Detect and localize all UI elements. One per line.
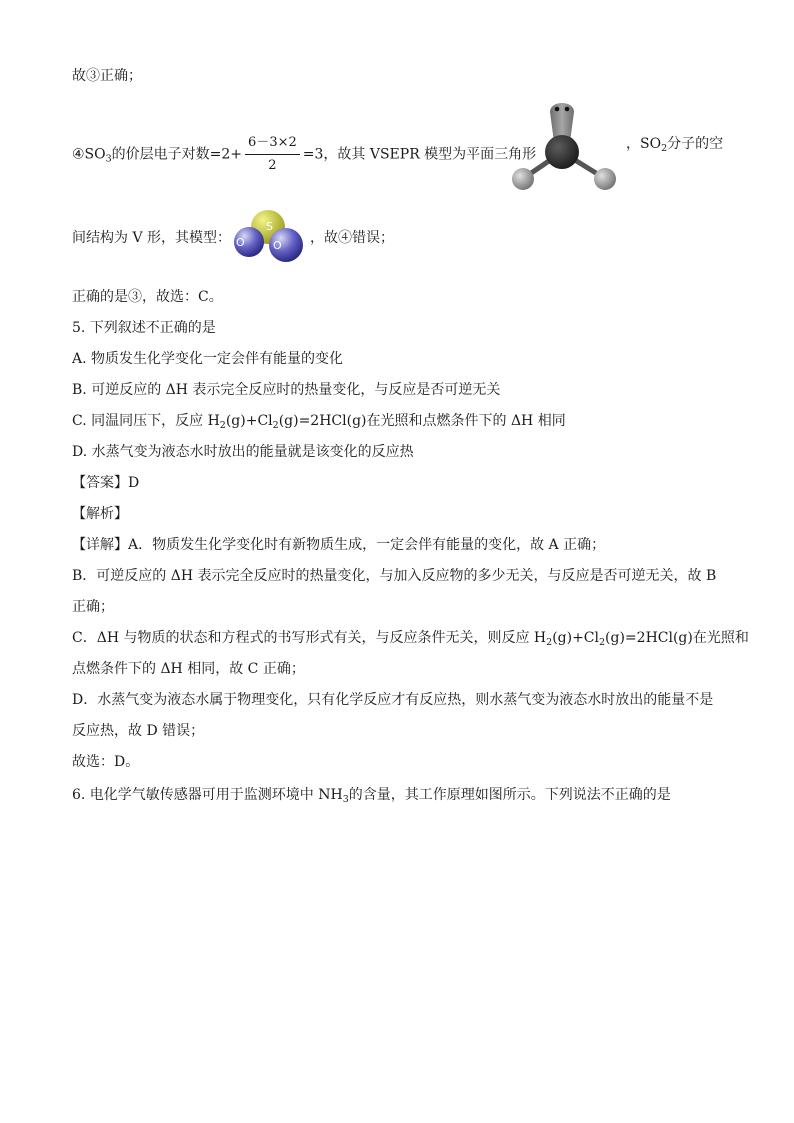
detail-b-line1: B．可逆反应的 ΔH 表示完全反应时的热量变化，与加入反应物的多少无关，与反应是否可逆无关，故 B <box>72 568 717 584</box>
detail-d-line1: D．水蒸气变为液态水属于物理变化，只有化学反应才有反应热，则水蒸气变为液态水时放出的能量不是 <box>72 692 714 708</box>
detail-c-line2: 点燃条件下的 ΔH 相同，故 C 正确； <box>72 661 305 677</box>
detail-a: 【详解】A．物质发生化学变化时有新物质生成，一定会伴有能量的变化，故 A 正确； <box>72 537 606 553</box>
final-answer: 故选：D。 <box>72 754 140 770</box>
question-6 <box>72 785 671 810</box>
so2-space-filling-model <box>228 206 308 266</box>
detail-c-line1 <box>72 628 749 653</box>
option-a: A. 物质发生化学变化一定会伴有能量的变化 <box>72 351 344 367</box>
text-line: 正确的是③，故选：C。 <box>72 289 223 305</box>
outer-atom-left <box>512 168 534 190</box>
atom-label-o: O <box>236 236 245 249</box>
text-fragment: 的含量，其工作原理如图所示。下列说法不正确的是 <box>348 787 671 803</box>
option-c <box>72 411 566 436</box>
subscript: 2 <box>272 420 279 431</box>
text-line: 故③正确； <box>72 68 142 84</box>
text-fragment: (g)=2HCl(g)在光照和点燃条件下的 ΔH 相同 <box>278 413 566 429</box>
subscript: 3 <box>105 153 112 165</box>
detail-d-line2: 反应热，故 D 错误； <box>72 723 205 739</box>
text-fragment: (g)+Cl <box>225 413 273 429</box>
subscript: 3 <box>342 794 349 805</box>
subscript: 2 <box>219 420 226 431</box>
text-fragment: (g)+Cl <box>552 630 599 646</box>
option-d: D. 水蒸气变为液态水时放出的能量就是该变化的反应热 <box>72 444 414 460</box>
text-fragment: 的价层电子对数=2+ <box>111 146 243 163</box>
lone-pair-dot <box>555 107 560 112</box>
text-fragment: =3，故其 VSEPR 模型为平面三角形 <box>302 146 537 163</box>
text-line-so2 <box>626 134 723 159</box>
text-fragment: C．ΔH 与物质的状态和方程式的书写形式有关，与反应条件无关，则反应 H <box>72 630 547 646</box>
option-b: B. 可逆反应的 ΔH 表示完全反应时的热量变化，与反应是否可逆无关 <box>72 382 501 398</box>
text-line: ，故④错误； <box>310 230 394 246</box>
subscript: 2 <box>546 637 553 648</box>
subscript: 2 <box>661 143 668 154</box>
atom-label-s: S <box>266 220 273 233</box>
text-fragment: 分子的空 <box>667 136 724 152</box>
detail-b-line2: 正确； <box>72 599 114 615</box>
text-fragment: (g)=2HCl(g)在光照和 <box>605 630 749 646</box>
fraction-denominator: 2 <box>268 158 277 173</box>
atom-label-o: O <box>273 239 282 252</box>
text-fragment: ④SO <box>72 146 106 163</box>
subscript: 2 <box>599 637 606 648</box>
question-5: 5. 下列叙述不正确的是 <box>72 320 216 336</box>
fraction-numerator: 6－3×2 <box>245 134 300 155</box>
text-fragment: C. 同温同压下，反应 H <box>72 413 220 429</box>
fraction <box>245 134 300 175</box>
answer-label: 【答案】D <box>72 475 140 491</box>
outer-atom-right <box>594 168 616 190</box>
vsepr-trigonal-planar-model <box>506 94 622 194</box>
text-line-model: 间结构为 V 形，其模型： <box>72 230 232 246</box>
analysis-label: 【解析】 <box>72 506 128 522</box>
central-atom <box>545 135 579 169</box>
lone-pair-dot <box>565 107 570 112</box>
text-fragment: ，SO <box>626 136 662 152</box>
text-line-so3 <box>72 134 536 175</box>
text-fragment: 6. 电化学气敏传感器可用于监测环境中 NH <box>72 787 343 803</box>
